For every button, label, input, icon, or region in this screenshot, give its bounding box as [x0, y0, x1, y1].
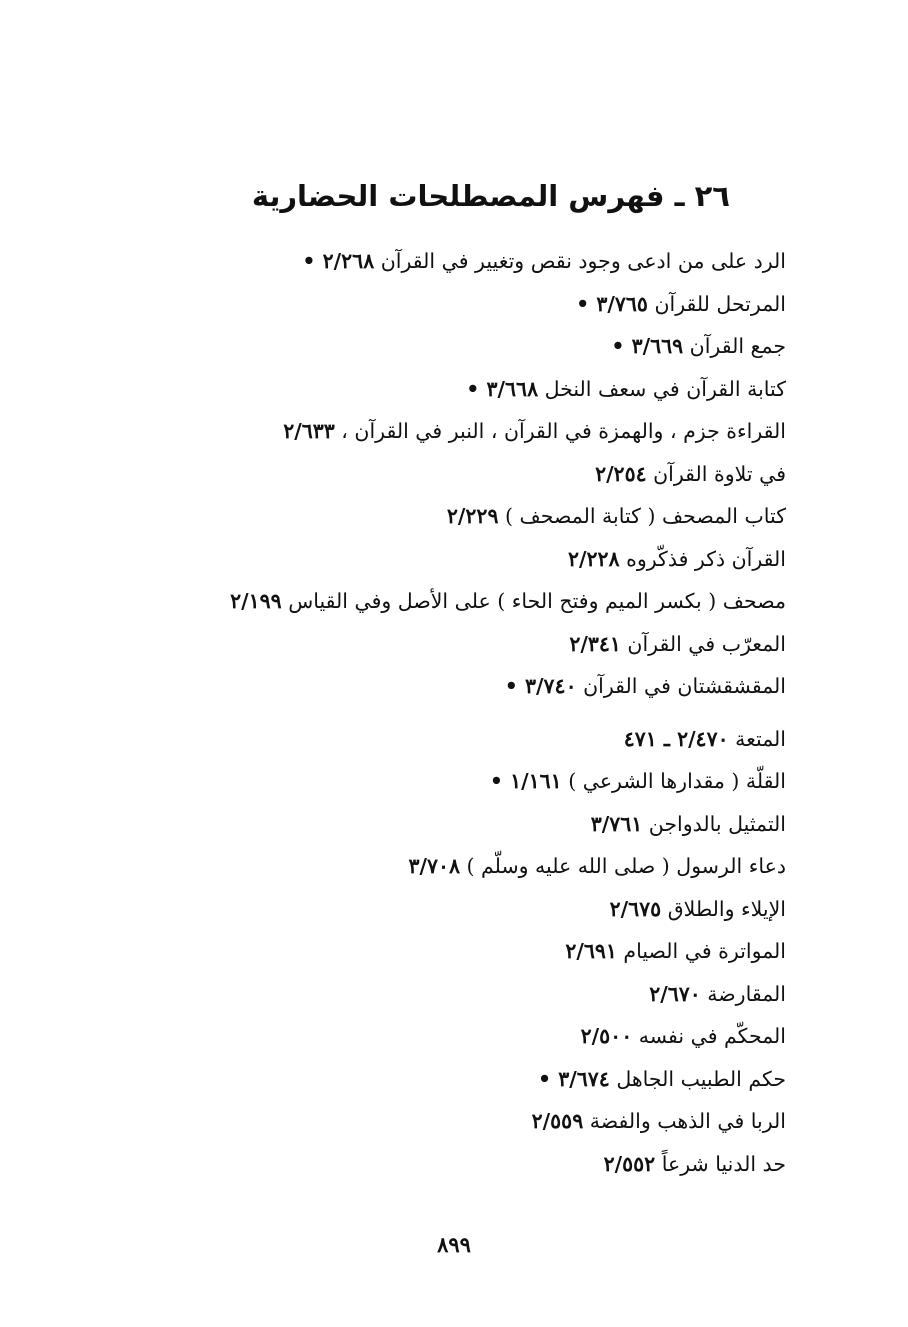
entry-reference: ١/١٦١ • [489, 769, 562, 793]
entry-term: مصحف ( بكسر الميم وفتح الحاء ) على الأصل وفي القياس [288, 589, 786, 613]
entry-reference: ٣/٧٠٨ [408, 854, 460, 878]
entry-term: القلّة ( مقدارها الشرعي ) [568, 769, 786, 793]
index-entry [86, 410, 786, 453]
index-entry [86, 325, 786, 368]
index-entry [86, 580, 786, 623]
index-entry [86, 495, 786, 538]
entry-term: القراءة جزم ، والهمزة في القرآن ، النبر في القرآن ، [341, 419, 786, 443]
index-entry [86, 760, 786, 803]
entry-term: حكم الطبيب الجاهل [616, 1066, 786, 1091]
index-entry [86, 665, 786, 708]
index-entry [86, 930, 786, 973]
entry-term: الإيلاء والطلاق [667, 896, 786, 921]
entry-reference: ٣/٧٦٥ • [576, 291, 648, 316]
entry-reference: ٣/٦٦٩ • [611, 334, 684, 358]
entry-reference: ٢/٥٠٠ [580, 1024, 633, 1048]
entry-term: الربا في الذهب والفضة [589, 1109, 786, 1133]
entry-term: المعرّب في القرآن [627, 631, 786, 656]
entry-term: المقشقشتان في القرآن [583, 674, 786, 698]
entry-reference: ٢/٦٧٠ [649, 981, 701, 1006]
index-entry [86, 845, 786, 888]
entry-reference: ٢/٥٥٩ [531, 1109, 584, 1133]
index-entry [86, 1058, 786, 1101]
index-entry [86, 623, 786, 666]
index-entry [86, 718, 786, 761]
index-entry [86, 538, 786, 581]
index-entry [86, 453, 786, 496]
index-entry [86, 1143, 786, 1186]
entry-reference: ٢/٦٧٥ [609, 896, 662, 921]
index-entry [86, 240, 786, 283]
entry-reference: ٢/٢٢٨ [568, 546, 620, 571]
entry-term: دعاء الرسول ( صلى الله عليه وسلّم ) [466, 854, 786, 878]
entry-reference: ٢/٢٥٤ [595, 461, 647, 486]
page-title: ٢٦ ـ فهرس المصطلحات الحضارية [251, 179, 730, 214]
entry-reference: ٢/٢٢٩ [446, 504, 499, 528]
entry-reference: ٢/٦٣٣ [283, 419, 335, 443]
entry-reference: ٣/٧٦١ [590, 811, 643, 836]
terms-index-list [86, 240, 786, 1185]
page-number: ٨٩٩ [437, 1232, 471, 1257]
entry-reference: ٣/٦٧٤ • [538, 1066, 610, 1091]
entry-term: حد الدنيا شرعاً [661, 1151, 786, 1176]
entry-reference: ٢/٣٤١ [569, 631, 621, 656]
index-entry [86, 1100, 786, 1143]
entry-term: التمثيل بالدواجن [648, 811, 786, 836]
entry-term: المرتحل للقرآن [654, 291, 786, 316]
entry-reference: ٢/٥٥٢ [603, 1151, 656, 1176]
entry-term: كتابة القرآن في سعف النخل [544, 376, 786, 401]
entry-term: كتاب المصحف ( كتابة المصحف ) [504, 504, 786, 528]
index-entry [86, 888, 786, 931]
entry-term: المتعة [735, 726, 786, 751]
index-entry [86, 368, 786, 411]
entry-reference: ٢/٦٩١ [565, 939, 617, 963]
entry-term: الرد على من ادعى وجود نقص وتغيير في القرآن [380, 249, 786, 273]
index-entry [86, 283, 786, 326]
entry-reference: ٢/١٩٩ [230, 589, 282, 613]
entry-term: القرآن ذكر فذكّروه [626, 546, 786, 571]
entry-reference: ٢/٢٦٨ • [302, 249, 375, 273]
entry-reference: ٣/٧٤٠ • [504, 674, 577, 698]
entry-term: المواترة في الصيام [623, 939, 786, 963]
entry-term: المحكّم في نفسه [638, 1024, 786, 1048]
entry-term: في تلاوة القرآن [653, 461, 786, 486]
entry-term: جمع القرآن [689, 334, 786, 358]
entry-reference: ٢/٤٧٠ ـ ٤٧١ [623, 726, 729, 751]
index-entry [86, 1015, 786, 1058]
index-entry [86, 973, 786, 1016]
entry-reference: ٣/٦٦٨ • [466, 376, 539, 401]
index-entry [86, 803, 786, 846]
entry-term: المقارضة [707, 981, 786, 1006]
